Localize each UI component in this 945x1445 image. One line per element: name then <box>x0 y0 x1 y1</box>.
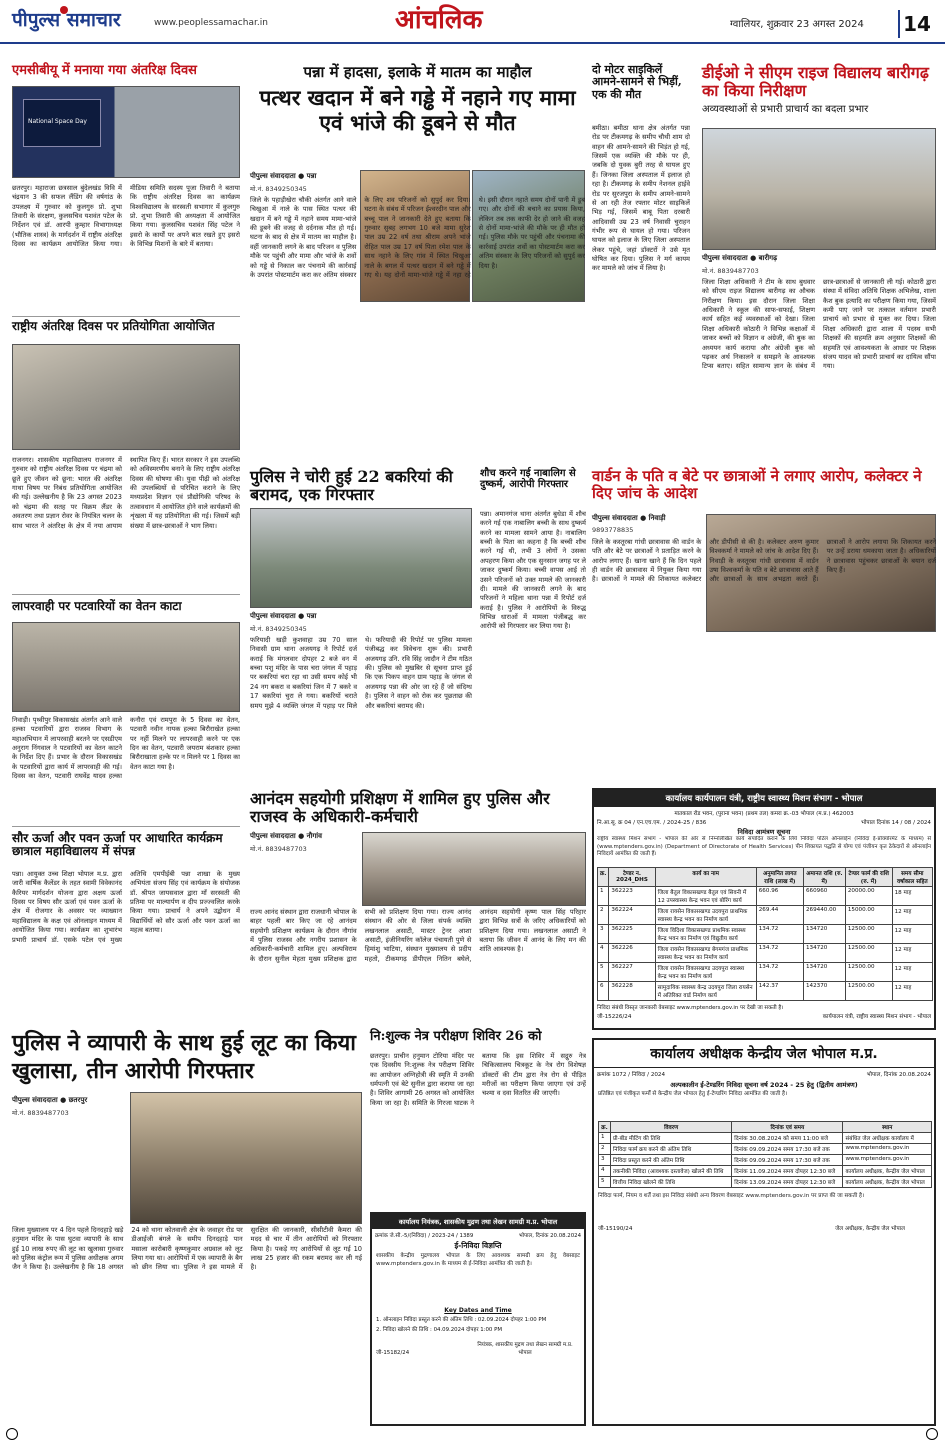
nhm-code: जी-15226/24 <box>597 1014 632 1020</box>
table-cell: 3 <box>599 1155 611 1166</box>
msbu-photo <box>12 86 240 178</box>
eye-body: छतरपुर। प्राचीन हनुमान टोरिया मंदिर पर एक दिवसीय नि:शुल्क नेत्र परीक्षण शिविर का आयोजन अग्निहोत्री की स्मृति में उनकी धर्मपत्नी एवं बेटे सुनील द्वारा कराया जा रहा है। शिविर आगामी 26 अगस्त को आयोजित किया जा रहा है। समिति के गिरजा घाटक ने बताया कि इस शिविर में सद्गुरु नेत्र चिकित्सालय चित्रकूट के नेत्र रोग विशेषज्ञ डॉक्टरों की टीम द्वारा नेत्र रोग से पीड़ित मरीजों का परीक्षण किया जाएगा एवं उन्हें चश्मा व दवा वितरित की जाएगी। <box>370 1052 586 1107</box>
jail-footer: निविदा फार्म, नियम व शर्तें तथा इस निविदा संबंधी अन्य विवरण वेबसाइट www.mptenders.gov.in पर प्राप्त की जा सकती है। <box>598 1193 865 1199</box>
th: क्र. <box>598 868 609 887</box>
jail-table <box>598 1121 932 1188</box>
dateline: ग्वालियर, शुक्रवार 23 अगस्त 2024 <box>730 19 864 30</box>
msbu-body: छतरपुर। महाराजा छत्रसाल बुंदेलखंड विवि में चंद्रयान 3 की सफल लैंडिंग की वर्षगांठ के उपलक्ष्य में गुरुवार को कुलगुरु प्रो. शुभा तिवारी के संरक्षण, कुलसचिव यशवंत पटेल के निर्देशन एवं डॉ. आरपी कुम्हार विभागाध्यक्ष (भौतिक शास्त्र) के मार्गदर्शन में राष्ट्रीय अंतरिक्ष दिवस का कार्यक्रम आयोजित किया गया। मीडिया समिति सदस्य पूजा तिवारी ने बताया कि राष्ट्रीय अंतरिक्ष दिवस का कार्यक्रम विश्वविद्यालय के सरस्वती सभागार में कुलगुरु प्रो. शुभा तिवारी की अध्यक्षता में आयोजित किया गया। कुलसचिव यशवंत सिंह पटेल ने इसरो के कार्यों पर अपने बात रखते हुए इसरो के विभिन्न मिशनों के बारे में बताया। <box>12 184 240 249</box>
table-cell: 1 <box>599 1133 611 1144</box>
table-cell: www.mptenders.gov.in <box>843 1144 932 1155</box>
story-solar <box>12 832 240 1022</box>
deo-subhead: अव्यवस्थाओं से प्रभारी प्राचार्य का बदला प्रभार <box>702 103 869 115</box>
printing-date: भोपाल, दिनांक 20.08.2024 <box>518 1233 581 1239</box>
tragedy-byline: पीपुल्स संवाददाता ● पन्ना <box>250 172 317 180</box>
training-body: राज्य आनंद संस्थान द्वारा राजधानी भोपाल के बाहर पहली बार किए जा रहे आनंदम सहयोगी प्रशिक्षण कार्यक्रम के दौरान नौगांव में पुलिस राजस्व और नगरीय प्रशासन के अधिकारी-कर्मचारी शामिल हुए। अल्पविराम के दौरान सुनील मेहता मुख्य प्रशिक्षक द्वारा सभी को प्रशिक्षण दिया गया। राज्य आनंद संस्थान की ओर से जिला संपर्क व्यक्ति लखनलाल असाटी, मास्टर ट्रेनर आशा असाटी, इंजीनियरिंग कॉलेज पंचायती पुणे से हिमांशु भाटिया, संस्थान मुख्यालय से प्रदीप महतो, टीकमगढ़ डीपीएल नितिन बघेले, आनंदम सहयोगी कृष्ण पाल सिंह परिहार द्वारा विभिन्न सत्रों के जरिए अधिकारियों को प्रशिक्षण दिया गया। लखनलाल असाटी ने बताया कि जीवन में आनंद के लिए मन की शांति आवश्यक है। <box>250 908 586 963</box>
jail-table-header <box>599 1122 932 1133</box>
table-cell: 362223 <box>609 887 655 906</box>
th: टेण्डर न. 2024_DHS <box>609 868 655 887</box>
table-row <box>598 982 933 1001</box>
warden-body: जिले के कस्तूरबा गांधी छात्रावास की वार्डन के पति और बेटे पर छात्राओं ने प्रताड़ित करने के आरोप लगाए हैं। खाना खाने हैं कि दिन पहले ही वार्डन की छात्रावास में नियुक्त किया गया है। छात्राओं ने मामले की शिकायत कलेक्टर और डीपीसी से की है। कलेक्टर अरुण कुमार विश्वकर्मा ने मामले को जांच के आदेश दिए हैं। निवाड़ी के कस्तूरबा गांधी छात्रावास में वार्डन उषा विश्वकर्मा के पति व बेटे छात्रावास आते हैं और छात्राओं के साथ अभद्रता करते हैं। छात्राओं ने आरोप लगाया कि शिकायत करने पर उन्हें डराया धमकाया जाता है। अधिकारियों ने छात्रावास पहुंचकर छात्राओं के बयान दर्ज किए हैं। <box>592 538 936 584</box>
table-cell: 134720 <box>803 944 845 963</box>
story-space-competition <box>12 320 240 590</box>
patwari-body: निवाड़ी। पृथ्वीपुर विकासखंड अंतर्गत आने वाले हल्का पटवारियों द्वारा राजस्व विभाग के महाअभियान में लापरवाही बरतने पर एसडीएम अनुराग निंगवाल ने पटवारियों का वेतन काटने के निर्देश दिए हैं। प्रभार के दौरान विकासखंड के पटवारियों द्वारा कार्य में लापरवाही की गई। दिवस का वेतन, पटवारी राघवेंद्र यादव हल्का कनौरा एवं रामपुरा के 5 दिवस का वेतन, पटवारी नवीन नायक हल्का बिरौराखेत हल्का पर नहीं मिलने पर लापरवाही करने पर एक दिन का वेतन, पटवारी जयराम बंशकार हल्का बिरौराखाता हल्के पर न मिलने पर 1 दिवस का वेतन काटा गया है। <box>12 716 240 781</box>
registration-mark-icon <box>6 1428 18 1440</box>
nhm-table-header <box>598 868 933 887</box>
printing-tender-ad <box>370 1212 586 1426</box>
table-cell: दिनांक 09.09.2024 समय 17:30 बजे तक <box>732 1155 843 1166</box>
patwari-headline: लापरवाही पर पटवारियों का वेतन काटा <box>12 599 182 613</box>
divider <box>12 594 240 595</box>
table-cell: 134.72 <box>756 963 803 982</box>
th: दिनांक एवं समय <box>732 1122 843 1133</box>
registration-mark-icon <box>926 1428 938 1440</box>
table-cell: प्री-बीड मीटिंग की तिथि <box>610 1133 731 1144</box>
printing-notice-title: ई-निविदा विज्ञप्ति <box>454 1241 502 1250</box>
table-cell: 142.37 <box>756 982 803 1001</box>
table-cell: 12500.00 <box>845 982 892 1001</box>
th: कार्य का नाम <box>655 868 756 887</box>
competition-headline: राष्ट्रीय अंतरिक्ष दिवस पर प्रतियोगिता आयोजित <box>12 319 215 333</box>
table-cell: 362228 <box>609 982 655 1001</box>
deo-photo <box>702 128 936 250</box>
goats-mobile: मो.नं. 8349250345 <box>250 625 307 633</box>
minor-body: पन्ना। अमानगंज थाना अंतर्गत बुधेडा में शौच करने गई एक नाबालिग बच्ची के साथ दुष्कर्म करने का मामला सामने आया है। नाबालिग बच्ची के पिता का कहना है कि बच्ची शौच करने गई थी, तभी 3 लोगों ने उसका अपहरण किया और एक सुनसान जगह पर ले जाकर दुष्कर्म किया। बच्ची वापस आई तो उसने परिजनों को उक्त मामले की जानकारी दी। मामले की जानकारी लगने के बाद परिजनों ने महिला थाना पन्ना में रिपोर्ट दर्ज कराई है। पुलिस ने आरोपियों के विरुद्ध विभिन्न धाराओं में मामला पंजीबद्ध कर आरोपी को गिरफ्तार कर लिया गया है। <box>480 510 586 631</box>
table-row <box>598 887 933 906</box>
jail-intro: प्रतिष्ठित एवं पंजीकृत फर्मों से केन्द्रीय जेल भोपाल हेतु ई-टेण्डरिंग निविदा आमंत्रित की जाती है। <box>598 1091 788 1097</box>
printing-date-1: 1. ऑनलाइन निविदा प्रस्तुत करने की अंतिम तिथि : 02.09.2024 दोपहर 1:00 PM <box>376 1317 547 1323</box>
printing-code: जी-15182/24 <box>376 1350 410 1356</box>
competition-body: राजनगर। शासकीय महाविद्यालय राजनगर में गुरुवार को राष्ट्रीय अंतरिक्ष दिवस पर चंद्रमा को छूते हुए जीवन को छूना: भारत की अंतरिक्ष गाथा विषय पर निबंध प्रतियोगिता आयोजित की गई। उल्लेखनीय है कि 23 अगस्त 2023 को चंद्रमा की सतह पर विक्रम लैंडर के अवतरण तथा प्रज्ञान रोवर के नियंत्रित चलन के साथ भारत ने अंतरिक्ष के क्षेत्र में नया आयाम स्थापित किए हैं। भारत सरकार ने इस उपलब्धि को अविस्मरणीय बनाने के लिए राष्ट्रीय अंतरिक्ष दिवस की घोषणा की। युवा पीढ़ी को अंतरिक्ष की उपलब्धियों से परिचित कराने के लिए मध्यप्रदेश विज्ञान एवं प्रौद्योगिकी परिषद के तत्वावधान में आयोजित होने वाले कार्यक्रमों की शृंखला में यह प्रतियोगिता की गई। जिसमें बड़ी संख्या में छात्र-छात्राओं ने भाग लिया। <box>12 456 240 530</box>
th: विवरण <box>610 1122 731 1133</box>
table-cell: जिला विदिशा विकासखण्ड प्राथमिक स्वास्थ्य केन्द्र भवन का निर्माण एवं विद्युतीय कार्य <box>655 925 756 944</box>
table-cell: 134.72 <box>756 944 803 963</box>
table-cell: जिला रायसेन विकासखण्ड उदयपुरा स्वास्थ्य केन्द्र भवन का निर्माण कार्य <box>655 963 756 982</box>
goats-headline: पुलिस ने चोरी हुई 22 बकरियां की बरामद, एक गिरफ्तार <box>250 467 453 504</box>
goats-byline: पीपुल्स संवाददाता ● पन्ना <box>250 612 317 620</box>
printing-date-2: 2. निविदा खोलने की तिथि : 04.09.2024 दोपहर 1:00 PM <box>376 1327 502 1333</box>
table-cell: कार्यालय अधीक्षक, केन्द्रीय जेल भोपाल <box>843 1166 932 1177</box>
robbery-byline: पीपुल्स संवाददाता ● छतरपुर <box>12 1096 88 1104</box>
table-row <box>599 1177 932 1188</box>
table-cell: दिनांक 09.09.2024 समय 17:30 बजे तक <box>732 1144 843 1155</box>
printing-ref: क्रमांक जे.सी.-5/(निविदा) / 2023-24 / 1389 <box>375 1233 474 1239</box>
robbery-body: जिला मुख्यालय पर 4 दिन पहले दिनदहाड़े खड़े हनुमान मंदिर के पास घुटवा व्यापारी के साथ हुई 10 लाख रुपए की लूट का खुलासा गुरुवार को पुलिस कंट्रोल रूम में पुलिस अधीक्षक अगम जैन ने किया है। उल्लेखनीय है कि 18 अगस्त 24 को थाना कोतवाली क्षेत्र के जवाहर रोड पर डीआईजी बंगले के समीप दिनदहाड़े पान मसाला कारोबारी कृष्णकुमार अग्रवाल को लूट लिया गया था। आरोपियों में एक व्यापारी के बैग को छीन लिया था। पुलिस ने इस मामले में सुरक्षित की जानकारी, सीसीटीवी कैमरा की मदद से चार में तीन आरोपियों को गिरफ्तार किया है। पकड़े गए आरोपियों से लूट गई 10 लाख 25 हजार की रकम बरामद कर ली गई है। <box>12 1226 362 1272</box>
table-row <box>599 1133 932 1144</box>
warden-byline: पीपुल्स संवाददाता ● निवाड़ी <box>592 514 666 522</box>
bike-headline: दो मोटर साइकिलें आमने-सामने से भिड़ीं, एक की मौत <box>592 63 682 101</box>
th: समय सीमा वर्षाकाल सहित <box>892 868 932 887</box>
training-mobile: मो.नं. 8839487703 <box>250 845 307 853</box>
table-cell: निविदा प्रस्तुत करने की अंतिम तिथि <box>610 1155 731 1166</box>
table-cell: 362224 <box>609 906 655 925</box>
website: www.peoplessamachar.in <box>154 18 268 28</box>
table-row <box>598 944 933 963</box>
table-row <box>598 906 933 925</box>
table-cell: 4 <box>598 944 609 963</box>
nhm-signature: कार्यपालन यंत्री, राष्ट्रीय स्वास्थ्य मिशन संभाग - भोपाल <box>822 1014 931 1020</box>
deo-body: जिला शिक्षा अधिकारी ने टीम के साथ बुधवार को सीएम राइज विद्यालय बारीगढ़ का औचक निरीक्षण किया। इस दौरान जिला शिक्षा अधिकारी ने स्कूल की साफ-सफाई, शिक्षण कार्य सहित कई व्यवस्थाओं को देखा। जिला शिक्षा अधिकारी कोठारी ने विभिन्न कक्षाओं में जाकर बच्चों को विज्ञान व अंग्रेजी, की बुक का अध्ययन कार्य कराया और अंग्रेजी बुक को पढ़कर अर्थ निकालने व समझने के आवश्यक टिप्स बताए। सहित सामान्य ज्ञान के संबंध में छात्र-छात्राओं से जानकारी ली गई। कोठारी द्वारा संस्था में संविदा अतिथि शिक्षक अभिलेख, शाला कैश बुक इत्यादि का परीक्षण किया गया, जिसमें कमी पाए जाने पर तत्काल वर्तमान प्रभारी प्राचार्य को प्रभार से मुक्त कर दिया। जिला शिक्षा अधिकारी द्वारा शाला में पदस्थ सभी शिक्षकों की सहमति क्रम अनुसार शिक्षकों की सहमति एवं आवश्यकता के आधार पर शिक्षक संजय यादव को प्रभारी प्राचार्य का दायित्व सौंपा गया। <box>702 278 936 371</box>
table-cell: 12 माह <box>892 906 932 925</box>
nhm-ref: नि.आ.सू. क्र 04 / एन.एच.एम. / 2024-25 / 836 <box>597 820 707 826</box>
story-training <box>250 790 586 1010</box>
table-cell: 134720 <box>803 963 845 982</box>
robbery-mobile: मो.नं. 8839487703 <box>12 1109 69 1117</box>
table-cell: 12 माह <box>892 925 932 944</box>
table-row <box>598 963 933 982</box>
robbery-photo <box>130 1092 362 1224</box>
jail-code: जी-15190/24 <box>598 1226 633 1232</box>
table-cell: www.mptenders.gov.in <box>843 1155 932 1166</box>
table-row <box>599 1144 932 1155</box>
divider <box>12 826 240 827</box>
table-cell: 2 <box>598 906 609 925</box>
eye-headline: नि:शुल्क नेत्र परीक्षण शिविर 26 को <box>370 1029 542 1044</box>
table-cell: जिला बैतूल विकासखण्ड बैतूल एवं सिवनी में 12 उपस्वास्थ्य केन्द्र भवन एवं बोरिंग कार्य <box>655 887 756 906</box>
table-cell: सामुदायिक स्वास्थ्य केन्द्र उदयपुरा जिला रायसेन में अतिरिक्त वार्ड निर्माण कार्य <box>655 982 756 1001</box>
table-cell: जिला रायसेन विकासखण्ड बेगमगंज प्राथमिक स्वास्थ्य केन्द्र भवन का निर्माण कार्य <box>655 944 756 963</box>
bike-body: बमीठा। बमीठा थाना क्षेत्र अंतर्गत पन्ना रोड पर टीकमगढ़ के समीप चौथी शाम दो वाहन की आमने-सामने की भिड़ंत हो गई, जिसमें एक व्यक्ति की मौके पर ही, जबकि दो युवक बुरी तरह से घायल हुए हैं। जिनका जिला अस्पताल में इलाज हो रहा है। टीकमगढ़ के समीप नेशनल हाईवे रोड पर सुरजपुरा के समीप आमने-सामने से आ रही तेज रफ्तार मोटर साइकिलें भिड़ गई, जिसमें बाबू पिता दरबारी आदिवासी उम्र 23 वर्ष निवासी चुराहन गंभीर रूप से घायल हो गया। परिजन घायल को इलाज के लिए जिला अस्पताल लेकर पहुंचे, जहां डॉक्टरों ने उसे मृत घोषित कर दिया। पुलिस ने मर्ग कायम कर मामले को जांच में लिया है। <box>592 124 690 273</box>
table-cell: 142370 <box>803 982 845 1001</box>
nhm-notice-body: राष्ट्रीय स्वास्थ्य मिशन संभाग - भोपाल की ओर से निम्नलिखित कार्य संपादित कराने के लिये निविदा पोर्टल ऑनलाईन (निविदा ई-प्रोक्योरमेंट के माध्यम) से (www.mptenders.gov.in) (Department of Directorate of Health Services) पीन शिकायत पद्धति से योग्य एवं पंजीयन कृत ठेकेदारों से ऑनलाईन निविदायें आमंत्रित की जाती हैं। <box>597 836 931 858</box>
masthead <box>0 0 945 44</box>
page-number: 14 <box>898 10 934 38</box>
table-cell: दिनांक 30.08.2024 को समय 11:00 बजे <box>732 1133 843 1144</box>
training-byline: पीपुल्स संवाददाता ● नौगांव <box>250 832 322 840</box>
table-cell: 12 माह <box>892 944 932 963</box>
paper-name: पीपुल्स समाचार <box>12 9 121 31</box>
th: स्थान <box>843 1122 932 1133</box>
printing-signature: नियंत्रक, शासकीय मुद्रण तथा लेखन सामग्री म.प्र. भोपाल <box>477 1342 573 1356</box>
table-cell: 660.96 <box>756 887 803 906</box>
printing-dates-title: Key Dates and Time <box>444 1307 512 1314</box>
table-cell: 134720 <box>803 925 845 944</box>
th: टेण्डर फार्म की राशि (रु. में) <box>845 868 892 887</box>
story-deo <box>702 64 936 462</box>
goats-photo <box>250 508 472 608</box>
nhm-footer-note: निविदा संबंधी विस्तृत जानकारी वेबसाइट www.mptenders.gov.in पर देखी जा सकती है। <box>597 1005 784 1011</box>
table-cell: संबंधित जेल अधीक्षक कार्यालय में <box>843 1133 932 1144</box>
table-cell: दिनांक 11.09.2024 समय दोपहर 12:30 बजे <box>732 1166 843 1177</box>
table-cell: जिला रायसेन विकासखण्ड उदयपुरा प्राथमिक स्वास्थ्य केन्द्र भवन का निर्माण कार्य <box>655 906 756 925</box>
story-eye-camp <box>370 1030 586 1202</box>
nhm-date: भोपाल दिनांक 14 / 08 / 2024 <box>861 820 931 826</box>
table-cell: वित्तीय निविदा खोलने की तिथि <box>610 1177 731 1188</box>
training-headline: आनंदम सहयोगी प्रशिक्षण में शामिल हुए पुलिस और राजस्व के अधिकारी-कर्मचारी <box>250 789 550 826</box>
table-cell: 20000.00 <box>845 887 892 906</box>
msbu-headline: एमसीबीयू में मनाया गया अंतरिक्ष दिवस <box>12 63 197 78</box>
jail-ref: क्रमांक 1072 / निविदा / 2024 <box>597 1072 666 1078</box>
table-cell: 12 माह <box>892 963 932 982</box>
story-minor <box>480 468 586 780</box>
th: अमानत राशि (रु. में) <box>803 868 845 887</box>
table-cell: 6 <box>598 982 609 1001</box>
table-cell: 269.44 <box>756 906 803 925</box>
competition-photo <box>12 344 240 450</box>
nhm-notice-title: निविदा आमंत्रण सूचना <box>737 828 791 836</box>
table-cell: 362225 <box>609 925 655 944</box>
th: क्र. <box>599 1122 611 1133</box>
divider <box>12 316 240 317</box>
table-cell: 660960 <box>803 887 845 906</box>
th: अनुमानित लागत राशि (लाख में) <box>756 868 803 887</box>
tragedy-body: जिले के पहाड़ीखेरा चौकी अंतर्गत आने वाले चिखुआ में नाले के पास स्थित पत्थर की खदान में बने गड्ढे में नहाने समय मामा-भांजे की डूबने की वजह से दर्दनाक मौत हो गई। घटना के बाद से क्षेत्र में मातम का माहौल है। वहीं जानकारी लगने के बाद परिजन व पुलिस मौके पर पहुंची और मामा और भांजे के शवों को गड्ढे से निकाल कर पंचनामे की कार्रवाई के उपरांत पोस्टमार्टम करा कर अंतिम संस्कार के लिए शव परिजनों को सुपुर्द कर दिया। घटना के संबंध में परिजन ईश्वरदीन पाल और बच्चू पाल ने जानकारी देते हुए बताया कि गुरुवार सुबह लगभग 10 बजे मामा सुरेश पाल उम्र 22 वर्ष तथा श्रीराम अपने भांजे रोहित पाल उम्र 17 वर्ष पिता रमेश पाल के साथ नहाने के लिए गांव में स्थित चिखुआ नाले के बगल में पत्थर खदान में बने गड्ढे में गए थे। यह दोनों मामा-भांजे गड्ढे में नहा रहे थे। इसी दौरान नहाते समय दोनों पानी में डूब गए। और दोनों की बचाने का प्रयास किया, लेकिन तब तक काफी देर हो जाने की वजह से दोनों मामा-भांजे की मौके पर ही मौत हो गई। पुलिस मौके पर पहुंची और पंचनामा की कार्रवाई उपरांत शवों का पोस्टमार्टम करा कर अंतिम संस्कार के लिए परिजनों को सुपुर्द कर दिया है। <box>250 196 585 279</box>
table-cell: तकनीकी निविदा (आवश्यक दस्तावेज) खोलने की तिथि <box>610 1166 731 1177</box>
table-cell: 362226 <box>609 944 655 963</box>
solar-body: पन्ना। आयुक्त उच्च शिक्षा भोपाल म.प्र. द्वारा जारी वार्षिक कैलेंडर के तहत स्वामी विवेकानंद कैरियर मार्गदर्शन योजना द्वारा अक्षय ऊर्जा दिवस पर विषय सौर ऊर्जा एवं पवन ऊर्जा के क्षेत्र में रोजगार के अवसर पर व्याख्यान महाविद्यालय के कक्ष एवं ऑनलाइन माध्यम में आयोजित किया गया। कार्यक्रम का शुभारंभ प्रभारी प्राचार्य डॉ. एसके पटेल एवं मुख्य अतिथि एमपीईबी पन्ना शाखा के मुख्य अभियंता संजय सिंह एवं कार्यक्रम के संयोजक डॉ. श्रीपत जायसवाल द्वारा माँ सरस्वती की प्रतिमा पर माल्यार्पण व दीप प्रज्ज्वलित करके किया गया। प्राचार्य ने अपने उद्बोधन में विद्यार्थियों को सौर ऊर्जा और पवन ऊर्जा का महत्व बताया। <box>12 870 240 944</box>
robbery-headline: पुलिस ने व्यापारी के साथ हुई लूट का किया खुलासा, तीन आरोपी गिरफ्तार <box>12 1030 356 1084</box>
table-cell: 2 <box>599 1144 611 1155</box>
printing-header: कार्यालय नियंत्रक, शासकीय मुद्रण तथा लेखन सामग्री म.प्र. भोपाल <box>372 1214 584 1229</box>
minor-headline: शौच करने गई नाबालिग से दुष्कर्म, आरोपी गिरफ्तार <box>480 468 576 491</box>
jail-tender-ad <box>592 1038 936 1426</box>
jail-signature: जेल अधीक्षक, केन्द्रीय जेल भोपाल <box>835 1226 905 1232</box>
story-panna-tragedy <box>250 64 585 462</box>
table-cell: 12 माह <box>892 982 932 1001</box>
table-cell: 269440.00 <box>803 906 845 925</box>
jail-date: भोपाल, दिनांक 20.08.2024 <box>866 1072 931 1078</box>
table-cell: 18 माह <box>892 887 932 906</box>
jail-notice-title: अल्पकालीन ई-टेण्डरिंग निविदा सूचना वर्ष 2024 - 25 हेतु (द्वितीय आमंत्रण) <box>670 1081 858 1089</box>
table-cell: 1 <box>598 887 609 906</box>
printing-body: शासकीय केन्द्रीय मुद्रणालय भोपाल के लिए आवश्यक सामग्री क्रय हेतु वेबसाइट www.mptenders.gov.in के माध्यम से ई-निविदा आमंत्रित की जाती है। <box>376 1253 580 1267</box>
story-patwari <box>12 600 240 822</box>
nhm-header: कार्यालय कार्यपालन यंत्री, राष्ट्रीय स्वास्थ्य मिशन संभाग - भोपाल <box>594 790 934 807</box>
tragedy-headline: पत्थर खदान में बने गड्ढे में नहाने गए मामा एवं भांजे की डूबने से मौत <box>259 84 576 135</box>
table-cell: 3 <box>598 925 609 944</box>
table-cell: 12500.00 <box>845 944 892 963</box>
table-cell: 12500.00 <box>845 925 892 944</box>
section-title: आंचलिक <box>395 5 483 35</box>
nhm-address: मातकाल रोड भवन, (पुराना भवन) (प्रथम तल) कमरा क्र.-03 भोपाल (म.प्र.) 462003 <box>674 811 854 817</box>
table-cell: 4 <box>599 1166 611 1177</box>
nhm-table <box>597 867 933 1001</box>
story-msbu <box>12 64 240 314</box>
table-cell: 362227 <box>609 963 655 982</box>
space-slide <box>23 99 101 147</box>
table-row <box>598 925 933 944</box>
story-warden <box>592 468 936 780</box>
warden-mobile: 9893778835 <box>592 526 634 534</box>
story-robbery <box>12 1030 362 1430</box>
warden-headline: वार्डन के पति व बेटे पर छात्राओं ने लगाए आरोप, कलेक्टर ने दिए जांच के आदेश <box>592 467 922 502</box>
training-photo <box>362 832 586 906</box>
nhm-tender-ad <box>592 788 936 1030</box>
goats-body: फरियादी खड़ी कुशवाहा उम्र 70 साल निवासी ग्राम थाना अजयगढ़ ने रिपोर्ट दर्ज कराई कि मंगलवार दोपहर 2 बजे वन में बच्चा पशु मंदिर के पास चरा जंगल में पहाड़ पर बकरियां चरा रहा था उसी समय कोई भी 24 नग बकरा व बकरियां जिन में 7 बकरे व 17 बकरियां चुरा ले गया। बकरियों चराते समय मुझे 4 व्यक्ति जंगल में पहाड़ पर मिले थे। फरियादी की रिपोर्ट पर पुलिस मामला पंजीबद्ध कर विवेचना शुरू की। प्रभारी अजयगढ़ उनि. रवि सिंह जादौन ने टीम गठित की। पुलिस को मुखबिर से सूचना प्राप्त हुई कि एक पिकप वाहन ग्राम पहाड़ के जंगल से अजयगढ़ पन्ना की ओर जा रहे हैं जो संदिग्ध है। पुलिस ने वाहन को रोक कर पूछताछ की और बकरियां बरामद की। <box>250 636 472 710</box>
jail-header: कार्यालय अधीक्षक केन्द्रीय जेल भोपाल म.प्र. <box>594 1040 934 1068</box>
story-goats <box>250 468 472 780</box>
table-cell: कार्यालय अधीक्षक, केन्द्रीय जेल भोपाल <box>843 1177 932 1188</box>
story-bike-collision <box>592 64 690 462</box>
deo-headline: डीईओ ने सीएम राइज विद्यालय बारीगढ़ का किया निरीक्षण <box>702 63 929 100</box>
table-cell: 5 <box>599 1177 611 1188</box>
patwari-photo <box>12 622 240 712</box>
table-row <box>599 1166 932 1177</box>
table-cell: 134.72 <box>756 925 803 944</box>
table-cell: निविदा फार्म क्रय करने की अंतिम तिथि <box>610 1144 731 1155</box>
deo-mobile: मो.नं. 8839487703 <box>702 267 759 275</box>
table-cell: 15000.00 <box>845 906 892 925</box>
solar-headline: सौर ऊर्जा और पवन ऊर्जा पर आधारित कार्यक्रम छात्राल महाविद्यालय में संपन्न <box>12 831 223 859</box>
table-cell: 5 <box>598 963 609 982</box>
slide-caption: National Space Day <box>28 118 87 125</box>
table-cell: दिनांक 13.09.2024 समय दोपहर 12:30 बजे <box>732 1177 843 1188</box>
table-cell: 12500.00 <box>845 963 892 982</box>
tragedy-kicker: पन्ना में हादसा, इलाके में मातम का माहौल <box>303 63 532 81</box>
tragedy-mobile: मो.नं. 8349250345 <box>250 185 307 193</box>
deo-byline: पीपुल्स संवाददाता ● बारीगढ़ <box>702 254 778 262</box>
table-row <box>599 1155 932 1166</box>
